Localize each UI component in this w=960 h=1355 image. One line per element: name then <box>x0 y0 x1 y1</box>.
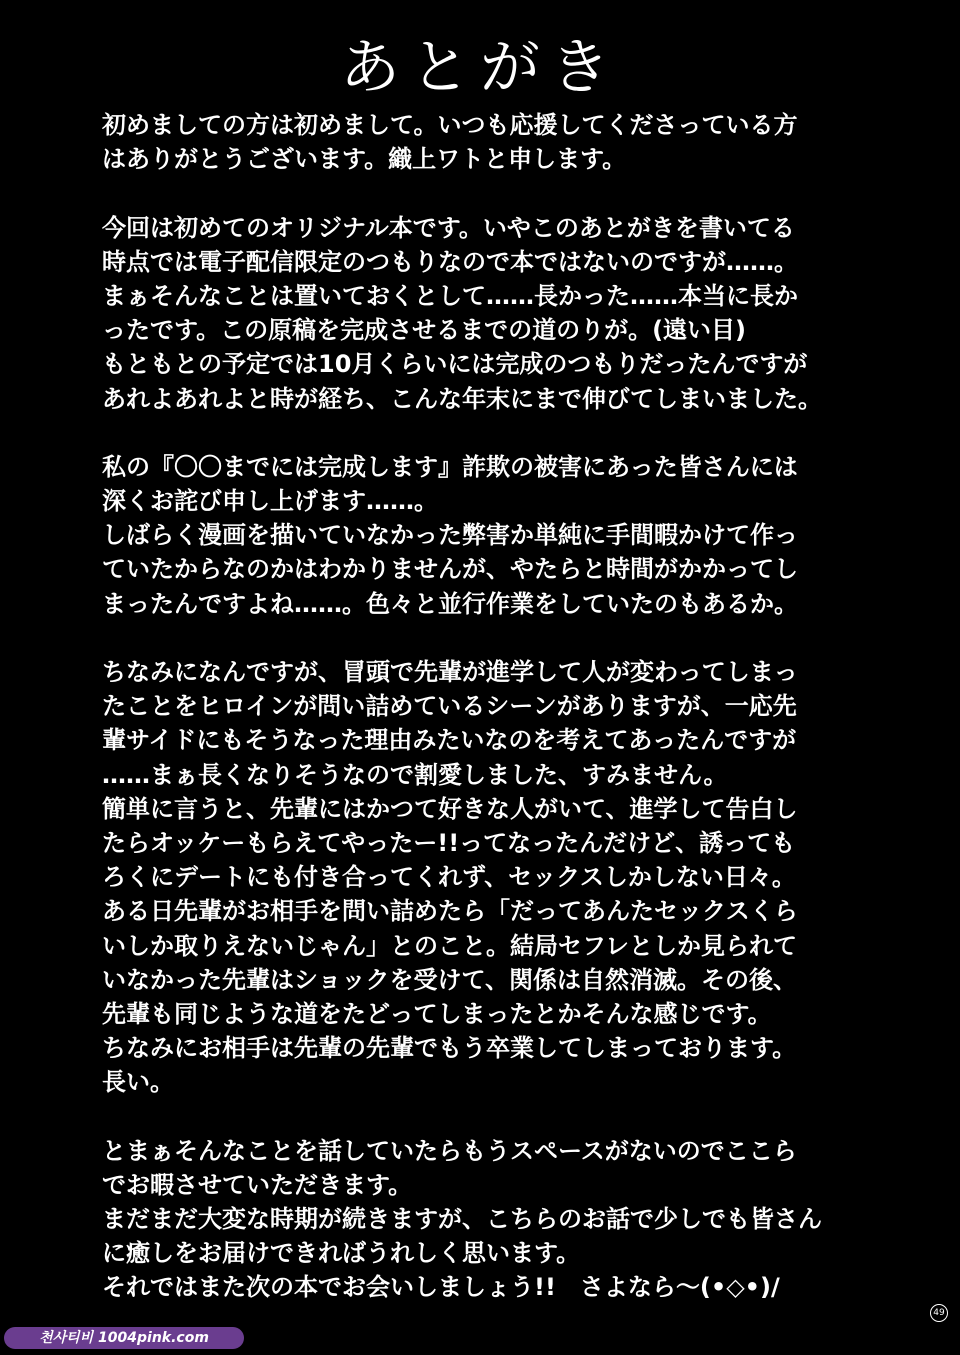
paragraph-spacer <box>102 176 902 210</box>
text-line: まぁそんなことは置いておくとして……長かった……本当に長か <box>102 281 798 310</box>
page-title: あとがき <box>340 33 620 103</box>
text-line: 時点では電子配信限定のつもりなので本ではないのですが……。 <box>102 247 798 276</box>
text-line: 長い。 <box>102 1068 174 1097</box>
text-line: 先輩も同じような道をたどってしまったとかそんな感じです。 <box>102 999 772 1028</box>
text-line: ちなみになんですが、冒頭で先輩が進学して人が変わってしまっ <box>102 658 798 686</box>
text-line: 深くお詫び申し上げます……。 <box>102 487 438 516</box>
text-line: 初めましての方は初めまして。いつも応援してくださっている方 <box>102 111 798 139</box>
paragraph-spacer <box>102 416 902 450</box>
text-line: とまぁそんなことを話していたらもうスペースがないのでここら <box>102 1136 797 1165</box>
text-line: 私の『〇〇までには完成します』詐欺の被害にあった皆さんには <box>102 452 798 481</box>
paragraph-spacer <box>102 1099 902 1133</box>
text-line: に癒しをお届けできればうれしく思います。 <box>102 1239 581 1268</box>
text-line: 簡単に言うと、先輩にはかつて好きな人がいて、進学して告白し <box>102 794 798 823</box>
text-line: もともとの予定では10月くらいには完成のつもりだったんですが <box>102 350 808 379</box>
text-line: ろくにデートにも付き合ってくれず、セックスしかしない日々。 <box>102 863 796 892</box>
text-line: それではまた次の本でお会いしましょう!! さよなら〜(•◇•)/ <box>102 1273 780 1302</box>
text-line: いなかった先輩はショックを受けて、関係は自然消滅。その後、 <box>102 965 798 994</box>
text-line: たことをヒロインが問い詰めているシーンがありますが、一応先 <box>102 692 797 721</box>
text-line: ていたからなのかはわかりませんが、やたらと時間がかかってし <box>102 555 798 584</box>
text-line: ある日先輩がお相手を問い詰めたら「だってあんたセックスくら <box>102 897 798 926</box>
text-line: ちなみにお相手は先輩の先輩でもう卒業してしまっております。 <box>102 1034 797 1063</box>
text-line: 輩サイドにもそうなった理由みたいなのを考えてあったんですが <box>102 726 797 755</box>
text-line: いしか取りえないじゃん」とのこと。結局セフレとしか見られて <box>102 931 798 960</box>
text-line: 今回は初めてのオリジナル本です。いやこのあとがきを書いてる <box>102 213 795 242</box>
text-line: あれよあれよと時が経ち、こんな年末にまで伸びてしまいました。 <box>102 384 822 413</box>
watermark-badge[interactable]: 천사티비 1004pink.com <box>4 1327 244 1349</box>
text-line: ったです。この原稿を完成させるまでの道のりが。(遠い目) <box>102 316 747 345</box>
text-line: はありがとうございます。織上ワトと申します。 <box>102 145 627 174</box>
paragraph-spacer <box>102 621 902 655</box>
text-line: しばらく漫画を描いていなかった弊害か単純に手間暇かけて作っ <box>102 521 798 550</box>
afterword-body <box>102 108 902 1305</box>
page-number: 49 <box>930 1304 948 1322</box>
text-line: でお暇させていただきます。 <box>102 1170 413 1199</box>
text-line: まだまだ大変な時期が続きますが、こちらのお話で少しでも皆さん <box>102 1205 822 1233</box>
text-line: たらオッケーもらえてやったー!!ってなったんだけど、誘っても <box>102 828 796 857</box>
text-line: ……まぁ長くなりそうなので割愛しました、すみません。 <box>102 760 728 789</box>
text-line: まったんですよね……。色々と並行作業をしていたのもあるか。 <box>102 589 798 618</box>
